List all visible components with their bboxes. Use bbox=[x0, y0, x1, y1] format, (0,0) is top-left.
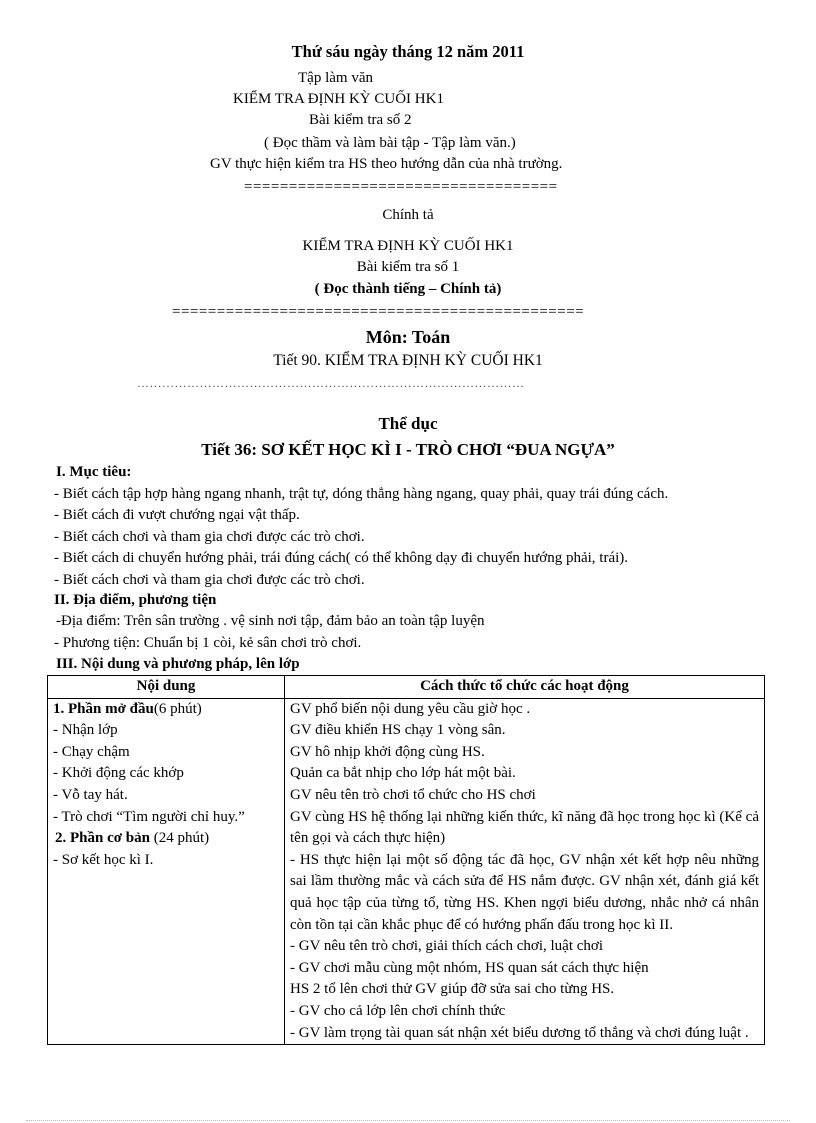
activity-line: - GV cho cả lớp lên chơi chính thức bbox=[290, 1002, 506, 1019]
separator-1: =================================== bbox=[244, 179, 558, 195]
list-item: - Vỗ tay hát. bbox=[53, 786, 128, 803]
list-item: - Khởi động các khớp bbox=[53, 765, 184, 782]
separator-2: ============================================== bbox=[172, 304, 585, 320]
list-item: - Trò chơi “Tìm người chỉ huy.” bbox=[53, 808, 245, 825]
exam1-instruction: GV thực hiện kiểm tra HS theo hướng dẫn của nhà trường. bbox=[210, 156, 563, 172]
table-header-row bbox=[48, 676, 765, 699]
date-heading: Thứ sáu ngày tháng 12 năm 2011 bbox=[291, 42, 525, 61]
activities-cell bbox=[285, 698, 765, 1045]
page-bottom-rule bbox=[26, 1120, 790, 1121]
subject-pe: Thể dục bbox=[378, 414, 438, 433]
part2-heading: 2. Phần cơ bản (24 phút) bbox=[55, 830, 210, 847]
exam1-note: ( Đọc thầm và làm bài tập - Tập làm văn.) bbox=[264, 135, 516, 151]
activity-line: GV điều khiển HS chạy 1 vòng sân. bbox=[290, 722, 506, 739]
objective-item: - Biết cách đi vượt chướng ngại vật thấp. bbox=[54, 507, 300, 523]
subject-math: Môn: Toán bbox=[365, 327, 451, 347]
equipment-text: - Phương tiện: Chuẩn bị 1 còi, kẻ sân chơi trò chơi. bbox=[54, 635, 362, 651]
activity-line: - GV nêu tên trò chơi, giải thích cách chơi, luật chơi bbox=[290, 938, 604, 955]
exam2-number: Bài kiểm tra số 1 bbox=[356, 259, 460, 275]
activity-line: - HS thực hiện lại một số động tác đã học, GV nhận xét kết hợp nêu những sai lầm thường mắc và cách sửa để HS nắm được. GV nhận xét, đánh giá kết quả học tập của từng tổ, từng HS. Khen ngợi biểu dương, nhắc nhở cá nhân còn tồn tại cần khắc phục để có hướng phấn đấu trong học kì II. bbox=[290, 851, 759, 933]
subject-spelling: Chính tả bbox=[382, 207, 434, 223]
pe-lesson-title: Tiết 36: SƠ KẾT HỌC KÌ I - TRÒ CHƠI “ĐUA NGỰA” bbox=[201, 440, 615, 459]
activity-line: GV hô nhịp khởi động cùng HS. bbox=[290, 743, 485, 760]
exam1-title: KIỂM TRA ĐỊNH KỲ CUỐI HK1 bbox=[233, 91, 444, 107]
list-item: - Nhận lớp bbox=[53, 722, 118, 739]
exam2-title: KIỂM TRA ĐỊNH KỲ CUỐI HK1 bbox=[302, 238, 514, 254]
location-text: -Địa điểm: Trên sân trường . vệ sinh nơi tập, đảm bảo an toàn tập luyện bbox=[56, 613, 485, 629]
list-item: - Chạy chậm bbox=[53, 743, 130, 760]
activity-line: Quản ca bắt nhịp cho lớp hát một bài. bbox=[290, 765, 516, 782]
content-cell bbox=[48, 698, 285, 1045]
section-location-heading: II. Địa điểm, phương tiện bbox=[54, 592, 217, 608]
column-header-activities: Cách thức tổ chức các hoạt động bbox=[285, 676, 765, 699]
section-objectives-heading: I. Mục tiêu: bbox=[56, 464, 132, 480]
dotted-separator: ………………………………………………………………………………… bbox=[137, 376, 525, 390]
exam2-note: ( Đọc thành tiếng – Chính tả) bbox=[314, 281, 502, 297]
list-item: - Sơ kết học kì I. bbox=[53, 851, 154, 868]
part1-heading: 1. Phần mở đầu(6 phút) bbox=[53, 700, 202, 717]
activity-line: HS 2 tổ lên chơi thử GV giúp đỡ sửa sai cho từng HS. bbox=[290, 981, 615, 998]
objective-item: - Biết cách chơi và tham gia chơi được các trò chơi. bbox=[54, 529, 365, 545]
activity-line: - GV chơi mẫu cùng một nhóm, HS quan sát cách thực hiện bbox=[290, 959, 649, 976]
activity-line: GV nêu tên trò chơi tổ chức cho HS chơi bbox=[290, 786, 536, 803]
subject-composition: Tập làm văn bbox=[298, 70, 373, 86]
table-row bbox=[48, 698, 765, 1045]
math-lesson: Tiết 90. KIỂM TRA ĐỊNH KỲ CUỐI HK1 bbox=[273, 352, 543, 369]
lesson-plan-table bbox=[47, 675, 765, 1045]
section-content-heading: III. Nội dung và phương pháp, lên lớp bbox=[56, 656, 300, 672]
activity-line: GV phổ biến nội dung yêu cầu giờ học . bbox=[290, 700, 531, 717]
column-header-content: Nội dung bbox=[48, 676, 285, 699]
objective-item: - Biết cách tập hợp hàng ngang nhanh, trật tự, dóng thẳng hàng ngang, quay phải, quay trái đúng cách. bbox=[54, 486, 669, 502]
activity-line: GV cùng HS hệ thống lại những kiến thức, kĩ năng đã học trong học kì (Kể cả tên gọi và cách thực hiện) bbox=[290, 808, 759, 847]
objective-item: - Biết cách di chuyển hướng phải, trái đúng cách( có thể không dạy đi chuyển hướng phải, trái). bbox=[54, 550, 629, 566]
activity-line: - GV làm trọng tài quan sát nhận xét biểu dương tổ thắng và chơi đúng luật . bbox=[290, 1024, 749, 1041]
exam1-number: Bài kiểm tra số 2 bbox=[309, 112, 412, 128]
objective-item: - Biết cách chơi và tham gia chơi được các trò chơi. bbox=[54, 572, 365, 588]
